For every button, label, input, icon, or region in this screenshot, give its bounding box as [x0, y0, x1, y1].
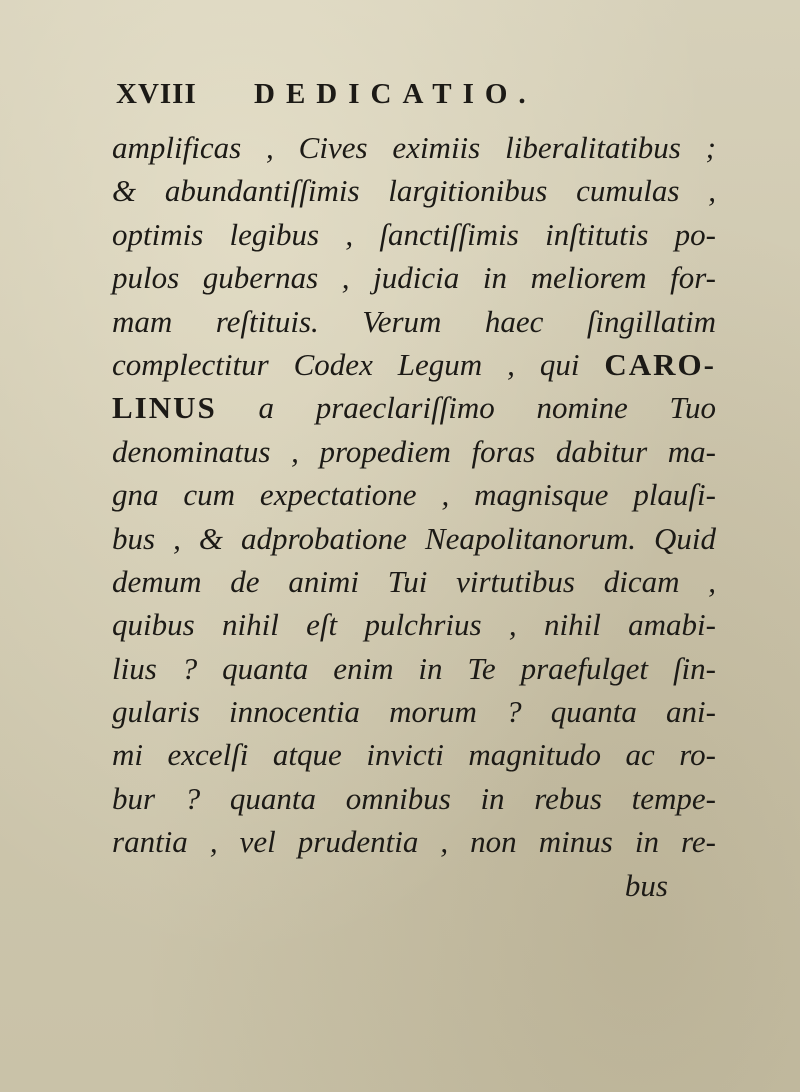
- text-line: demum de animi Tui virtutibus dicam ,: [112, 563, 716, 599]
- text-line: gna cum expectatione , magnisque plauſi-: [112, 477, 716, 513]
- text-line-segment: a praeclariſſimo nomine Tuo: [258, 390, 717, 426]
- text-line: bur ? quanta omnibus in rebus tempe-: [112, 780, 716, 816]
- text-line: mam reſtituis. Verum haec ſingillatim: [112, 303, 716, 339]
- text-line: pulos gubernas , judicia in meliorem for-: [112, 260, 716, 296]
- text-line: [112, 386, 716, 429]
- text-line: optimis legibus , ſanctiſſimis inſtitutis po-: [112, 216, 716, 252]
- running-head: DEDICATIO.: [254, 78, 537, 110]
- page-number: XVIII: [116, 78, 197, 110]
- text-line: lius ? quanta enim in Te praefulget ſin-: [112, 650, 716, 686]
- name-caps: LINUS: [112, 390, 217, 426]
- text-line-segment: complectitur Codex Legum , qui: [112, 346, 580, 382]
- text-line: amplificas , Cives eximiis liberalitatibus ;: [112, 130, 716, 165]
- body-text: [112, 126, 716, 907]
- page-header: [110, 78, 710, 118]
- text-line: [112, 343, 716, 386]
- text-line: bus , & adprobatione Neapolitanorum. Quid: [112, 520, 716, 556]
- text-line: rantia , vel prudentia , non minus in re-: [112, 824, 716, 860]
- text-line: & abundantiſſimis largitionibus cumulas ,: [112, 173, 716, 209]
- text-line: quibus nihil eſt pulchrius , nihil amabi-: [112, 607, 716, 643]
- name-caps: CARO-: [604, 346, 716, 382]
- text-line: denominatus , propediem foras dabitur ma-: [112, 433, 716, 469]
- text-line: mi excelſi atque invicti magnitudo ac ro-: [112, 737, 716, 773]
- text-line: gularis innocentia morum ? quanta ani-: [112, 694, 716, 730]
- catchword: bus: [624, 867, 668, 903]
